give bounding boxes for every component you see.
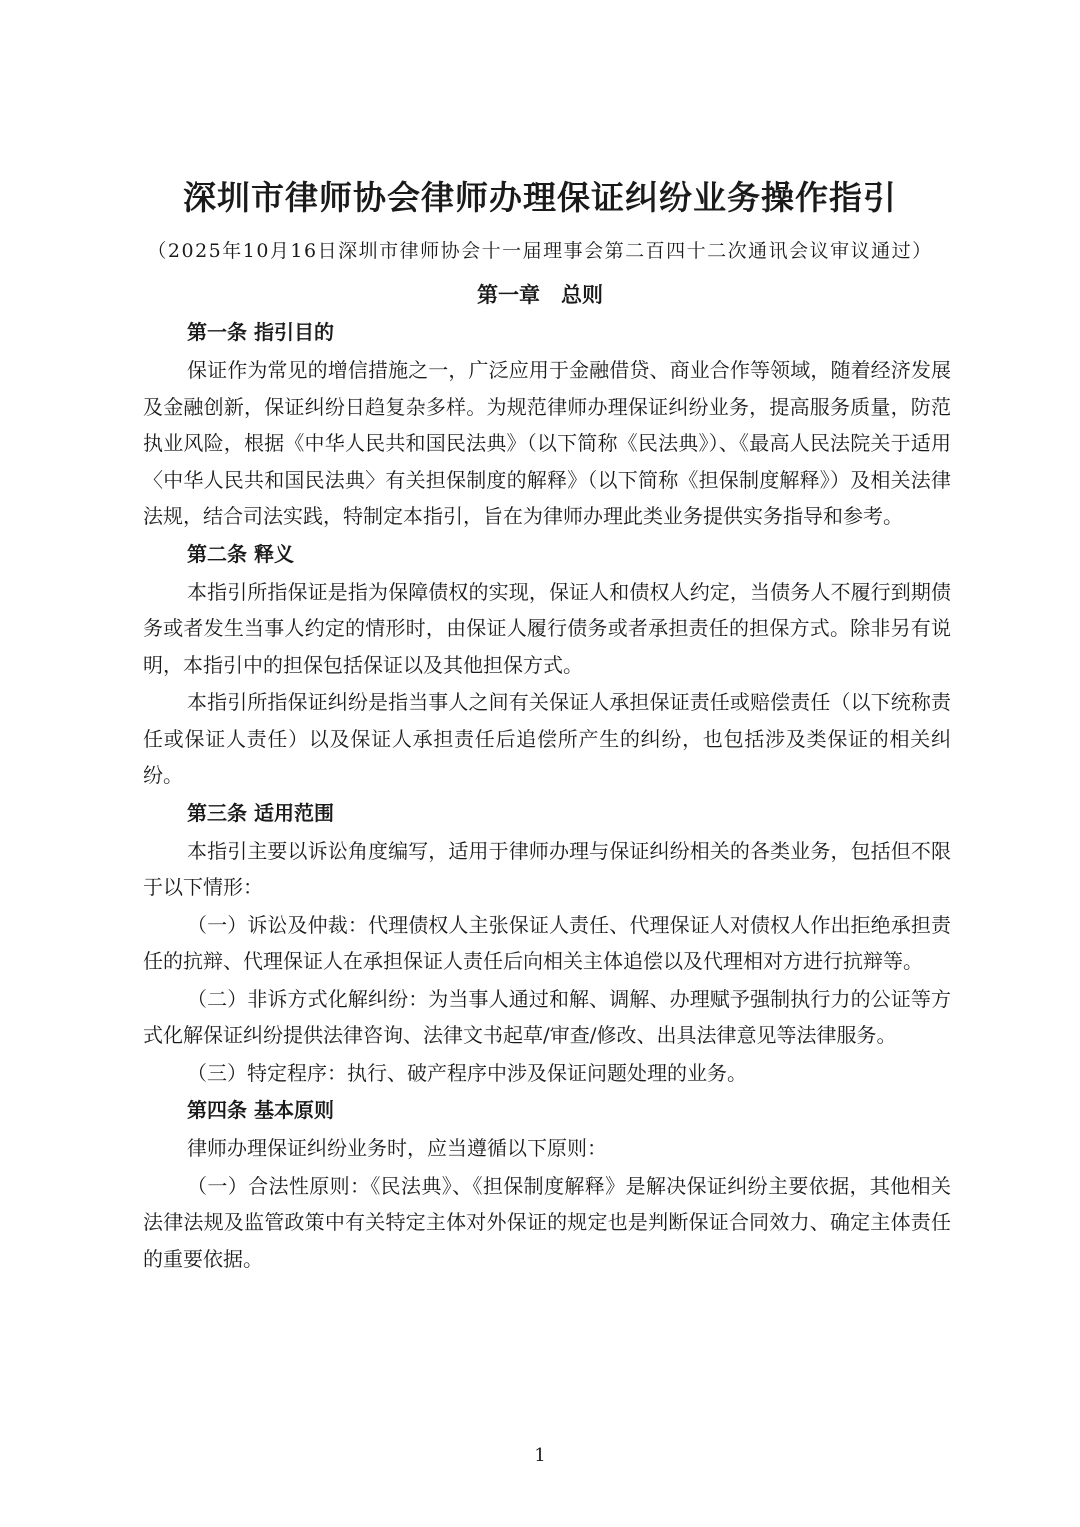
document-subtitle: （2025年10月16日深圳市律师协会十一届理事会第二百四十二次通讯会议审议通过） — [147, 240, 933, 262]
chapter-heading: 第一章 总则 — [477, 283, 603, 307]
article-2 — [143, 536, 951, 794]
article-heading: 第四条 基本原则 — [187, 1098, 334, 1122]
document-body — [143, 314, 951, 1278]
document-title: 深圳市律师协会律师办理保证纠纷业务操作指引 — [183, 178, 897, 217]
article-heading: 第一条 指引目的 — [187, 320, 334, 344]
paragraph: （一）合法性原则：《民法典》、《担保制度解释》是解决保证纠纷主要依据，其他相关法律法规及监管政策中有关特定主体对外保证的规定也是判断保证合同效力、确定主体责任的重要依据。 — [143, 1173, 951, 1271]
paragraph: （二）非诉方式化解纠纷：为当事人通过和解、调解、办理赋予强制执行力的公证等方式化解保证纠纷提供法律咨询、法律文书起草/审查/修改、出具法律意见等法律服务。 — [143, 986, 951, 1047]
article-3 — [143, 795, 951, 1092]
article-1 — [143, 314, 951, 535]
paragraph: （一）诉讼及仲裁：代理债权人主张保证人责任、代理保证人对债权人作出拒绝承担责任的抗辩、代理保证人在承担保证人责任后向相关主体追偿以及代理相对方进行抗辩等。 — [143, 912, 951, 973]
page-number: 1 — [534, 1445, 546, 1466]
paragraph: 本指引所指保证纠纷是指当事人之间有关保证人承担保证责任或赔偿责任（以下统称责任或保证人责任）以及保证人承担责任后追偿所产生的纠纷，也包括涉及类保证的相关纠纷。 — [143, 690, 951, 787]
article-4 — [143, 1092, 951, 1277]
paragraph: 本指引主要以诉讼角度编写，适用于律师办理与保证纠纷相关的各类业务，包括但不限于以下情形： — [143, 838, 951, 899]
article-heading: 第三条 适用范围 — [187, 800, 334, 825]
paragraph: （三）特定程序：执行、破产程序中涉及保证问题处理的业务。 — [187, 1060, 747, 1085]
paragraph: 本指引所指保证是指为保障债权的实现，保证人和债权人约定，当债务人不履行到期债务或者发生当事人约定的情形时，由保证人履行债务或者承担责任的担保方式。除非另有说明，本指引中的担保包括保证以及其他担保方式。 — [143, 579, 951, 677]
article-heading: 第二条 释义 — [187, 541, 294, 566]
paragraph: 律师办理保证纠纷业务时，应当遵循以下原则： — [187, 1136, 607, 1160]
paragraph: 保证作为常见的增信措施之一，广泛应用于金融借贷、商业合作等领域，随着经济发展及金融创新，保证纠纷日趋复杂多样。为规范律师办理保证纠纷业务，提高服务质量，防范执业风险，根据《中华人民共和国民法典》（以下简称《民法典》）、《最高人民法院关于适用〈中华人民共和国民法典〉有关担保制度的解释》（以下简称《担保制度解释》）及相关法律法规，结合司法实践，特制定本指引，旨在为律师办理此类业务提供实务指导和参考。 — [143, 358, 951, 528]
